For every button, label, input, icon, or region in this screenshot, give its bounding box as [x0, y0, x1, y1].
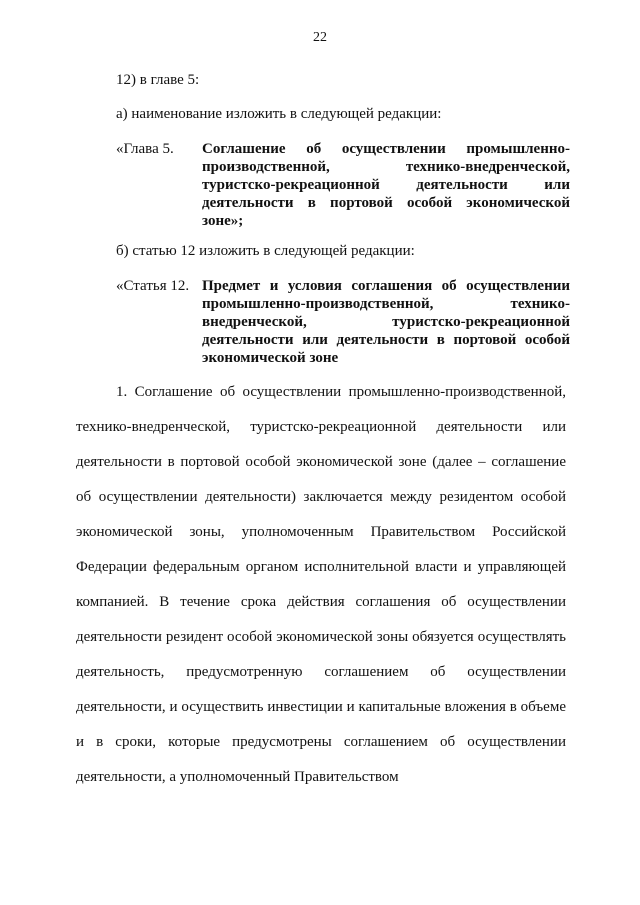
amendment-item-12: 12) в главе 5: — [116, 72, 200, 88]
article-title: Предмет и условия соглашения об осуществлении промышленно-производственной, технико-внедренческой, туристско-рекреационной деятельности или деятельности в портовой особой экономической зоне — [202, 278, 570, 366]
chapter-heading — [116, 140, 570, 230]
amendment-item-a: а) наименование изложить в следующей редакции: — [116, 106, 442, 122]
amendment-item-b: б) статью 12 изложить в следующей редакции: — [116, 243, 415, 259]
article-label: «Статья 12. — [116, 278, 190, 294]
article-heading — [116, 277, 570, 367]
chapter-label: «Глава 5. — [116, 141, 174, 157]
page-number: 22 — [313, 30, 327, 45]
body-paragraph: 1. Соглашение об осуществлении промышленно-производственной, технико-внедренческой, туристско-рекреационной деятельности или деятельности в портовой особой экономической зоне (далее – соглашение об осуществлении деятельности) заключается между резидентом особой экономической зоны, уполномоченным Правительством Российской Федерации федеральным органом исполнительной власти и управляющей компанией. В течение срока действия соглашения об осуществлении деятельности резидент особой экономической зоны обязуется осуществлять деятельность, предусмотренную соглашением об осуществлении деятельности, и осуществить инвестиции и капитальные вложения в объеме и в сроки, которые предусмотрены соглашением об осуществлении деятельности, а уполномоченный Правительством — [76, 384, 566, 785]
chapter-title: Соглашение об осуществлении промышленно-производственной, технико-внедренческой, туристско-рекреационной деятельности или деятельности в портовой особой экономической зоне»; — [202, 141, 570, 229]
